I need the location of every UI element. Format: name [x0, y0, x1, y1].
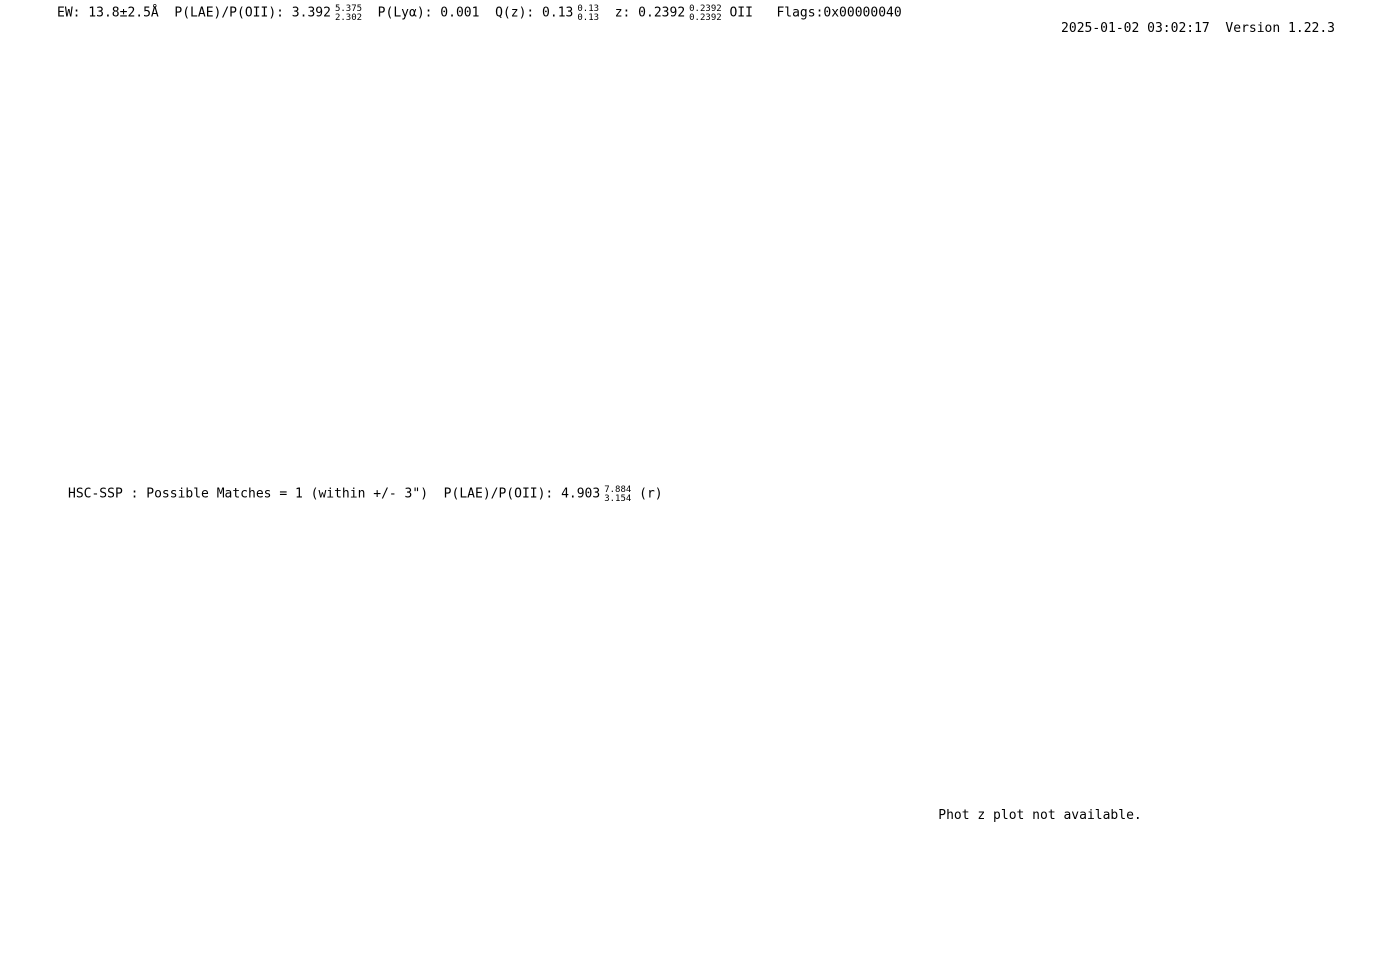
- report-timestamp: 2025-01-02 03:02:17: [1061, 21, 1210, 36]
- header-summary-line: EW: 13.8±2.5Å P(LAE)/P(OII): 3.392 5.375 2.302 P(Lyα): 0.001 Q(z): 0.13 0.13 0.13 z: 0.2392 0.2392 0.2392 OII Flags:0x00000040: [57, 4, 902, 24]
- header-right: [935, 6, 1335, 51]
- photz-note: Phot z plot not available.: [938, 808, 1142, 823]
- report-version: Version 1.22.3: [1225, 21, 1335, 36]
- hsc-match-line: HSC-SSP : Possible Matches = 1 (within +/- 3") P(LAE)/P(OII): 4.903 7.884 3.154 (r): [68, 485, 663, 505]
